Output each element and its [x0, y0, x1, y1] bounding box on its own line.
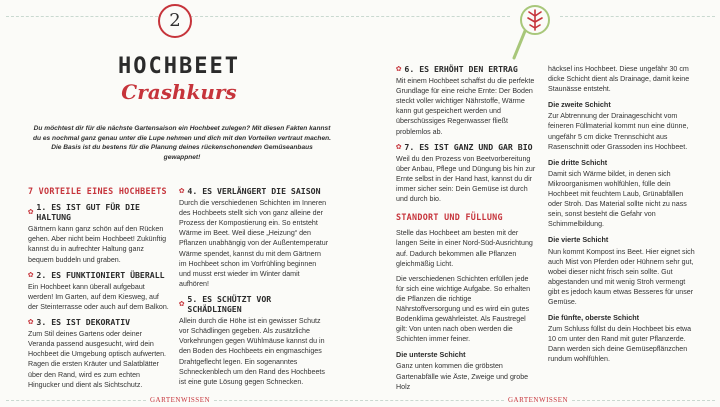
- layer-1-text-cont: häcksel ins Hochbeet. Diese ungefähr 30 cm dicke Schicht dient als Drainage, damit keine Staunässe entsteht.: [548, 65, 690, 94]
- footer-left: GARTENWISSEN: [150, 396, 211, 404]
- flower-icon: ✿: [396, 64, 402, 74]
- top-dashed-line-mid: [190, 16, 510, 17]
- item-heading-3: [28, 317, 170, 327]
- item-title: 1. ES IST GUT FÜR DIE HALTUNG: [36, 202, 140, 223]
- item-text-7: Weil du den Prozess von Beetvorbereitung über Anbau, Pflege und Düngung bis hin zur Ernte selbst in der Hand hast, kannst du dir immer sicher sein: Dein Gemüse ist durch und durch bio.: [396, 154, 536, 204]
- layer-4-text: Nun kommt Kompost ins Beet. Hier eignet sich auch Mist von Pferden oder Hühnern sehr gut, wobei dieser nicht frisch sein sollte. Gut abgestanden und mit wenig Stroh vermengt gibt es jedoch kaum etwas Besseres für unser Gemüse.: [548, 247, 695, 306]
- column-1: [28, 186, 170, 395]
- item-title: 6. ES ERHÖHT DEN ERTRAG: [404, 64, 518, 74]
- item-heading-4: [179, 186, 329, 196]
- item-text-5: Allein durch die Höhe ist ein gewisser Schutz vor Schädlingen gegeben. Als zusätzliche Vorkehrungen gegen Wühlmäuse kannst du in den Boden des Hochbeets ein engmaschiges Drahtgeflecht legen. Ein sogenanntes Schneckenblech um den Rand des Hochbeets ist eine gute Lösung gegen Schnecken.: [179, 317, 325, 386]
- item-text-4: Durch die verschiedenen Schichten im Inneren des Hochbeets stellt sich von ganz alleine der Prozess der Kompostierung ein. So entsteht Wärme im Beet. Weil diese „Heizung“ den Pflanzen unabhängig von der Außentemperatur Wärme spendet, kannst du mit dem Gärtnern im Hochbeet schon im Vorfrühling beginnen und musst erst wieder im Winter damit aufhören!: [179, 199, 329, 288]
- layer-5-text: Zum Schluss füllst du dein Hochbeet bis etwa 10 cm unter den Rand mit guter Pflanzerde. Dann werden sich deine Gemüsepflänzchen rundum wohlfühlen.: [548, 325, 692, 364]
- item-title: 3. ES IST DEKORATIV: [36, 317, 131, 328]
- flower-icon: ✿: [28, 269, 34, 280]
- page-title: HOCHBEET: [118, 54, 240, 79]
- item-heading-6: [396, 64, 536, 74]
- footer-dashed-line-mid: [214, 400, 504, 401]
- item-heading-7: [396, 142, 536, 152]
- top-dashed-line-left: [6, 16, 158, 17]
- item-title: 4. ES VERLÄNGERT DIE SAISON: [187, 186, 321, 196]
- section-heading-location: STANDORT UND FÜLLUNG: [396, 212, 503, 223]
- layer-1-title: Die unterste Schicht: [396, 350, 466, 360]
- item-text-3: Zum Stil deines Gartens oder deiner Veranda passend ausgesucht, wird dein Hochbeet die Umgebung optisch aufwerten. Ragen die ersten Kräuter und Salatblätter über den Rand, wird es zum echten Hingucker und dient als Sichtschutz.: [28, 330, 167, 389]
- layer-5-title: Die fünfte, oberste Schicht: [548, 313, 640, 323]
- section-heading-advantages: 7 VORTEILE EINES HOCHBEETS: [28, 186, 167, 196]
- item-heading-5: [179, 294, 329, 314]
- flower-icon: ✿: [28, 317, 34, 328]
- top-dashed-line-right: [560, 16, 715, 17]
- item-heading-2: [28, 270, 170, 280]
- intro-text: Du möchtest dir für die nächste Gartensaison ein Hochbeet zulegen? Mit diesen Fakten kannst du es nochmal ganz genau unter die Lupe nehmen und dich mit den Vorteilen vertraut machen. Die Basis ist du bestens für die Planung deines rückenschonenden Gemüseanbaus gewappnet!: [33, 125, 331, 161]
- item-title: 5. ES SCHÜTZT VOR SCHÄDLINGEN: [187, 293, 272, 315]
- item-text-1: Gärtnern kann ganz schön auf den Rücken gehen. Aber nicht beim Hochbeet! Zukünftig kannst du in aufrechter Haltung ganz bequem buddeln und graben.: [28, 225, 167, 264]
- flower-icon: ✿: [179, 186, 185, 196]
- location-para-1: Stelle das Hochbeet am besten mit der langen Seite in einer Nord-Süd-Ausrichtung auf. Dadurch bekommen alle Pflanzen gleichmäßig Licht.: [396, 229, 533, 268]
- flower-icon: ✿: [396, 141, 402, 152]
- layer-4-title: Die vierte Schicht: [548, 235, 609, 245]
- item-text-6: Mit einem Hochbeet schaffst du die perfekte Grundlage für eine reiche Ernte: Der Boden steckt voller wichtiger Nährstoffe, Wärme kann gut gespeichert werden und überschüssiges Regenwasser fließt problemlos ab.: [396, 77, 535, 136]
- flower-icon: ✿: [28, 207, 34, 218]
- layer-2-text: Zur Abtrennung der Drainageschicht vom feineren Füllmaterial kommt nun eine dünne, ungefähr 5 cm dicke Trennschicht aus Rasenschnitt oder Grassoden ins Hochbeet.: [548, 112, 689, 151]
- layer-1-text: Ganz unten kommen die gröbsten Gartenabfälle wie Äste, Zweige und grobe Holz: [396, 362, 529, 391]
- footer-dashed-line-right: [572, 400, 715, 401]
- item-title: 7. ES IST GANZ UND GAR BIO: [404, 141, 533, 152]
- page-number-badge: 2: [158, 4, 192, 38]
- column-4: [548, 64, 698, 370]
- footer-right: GARTENWISSEN: [508, 396, 569, 404]
- item-heading-1: [28, 202, 170, 222]
- location-para-2: Die verschiedenen Schichten erfüllen jede für sich eine wichtige Aufgabe. So erhalten die Pflanzen die richtige Nährstoffversorgung und es wird ein gutes Bodenklima gewährleistet. Als Faustregel gilt: Von unten nach oben werden die Schichten immer feiner.: [396, 274, 531, 344]
- column-3: [396, 64, 536, 397]
- magnifier-icon: [512, 2, 558, 62]
- page-subtitle: Crashkurs: [121, 80, 237, 104]
- layer-2-title: Die zweite Schicht: [548, 100, 611, 110]
- layer-3-title: Die dritte Schicht: [548, 157, 608, 167]
- flower-icon: ✿: [179, 298, 185, 309]
- column-2: [179, 186, 329, 392]
- item-text-2: Ein Hochbeet kann überall aufgebaut werden! Im Garten, auf dem Kiesweg, auf der Steinterrasse oder auch auf dem Balkon.: [28, 282, 169, 311]
- item-title: 2. ES FUNKTIONIERT ÜBERALL: [36, 269, 165, 280]
- layer-3-text: Damit sich Wärme bildet, in denen sich Mikroorganismen wohlfühlen, fülle dein Hochbeet mit feuchtem Laub, Grünabfällen oder Stroh. Das Material sollte nicht zu nass sein, sonst besteht die Gefahr von Schimmelbildung.: [548, 169, 687, 229]
- footer-dashed-line-left: [6, 400, 146, 401]
